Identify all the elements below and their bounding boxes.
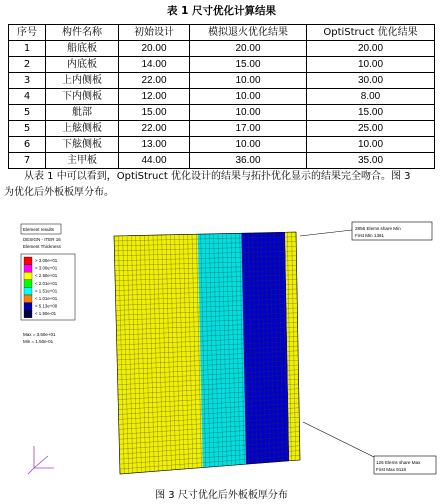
legend-swatch (24, 280, 32, 288)
cell-optistruct: 25.00 (307, 121, 435, 137)
paragraph-line-2: 为优化后外板板厚分布。 (4, 187, 114, 198)
legend-title: Element results (23, 227, 55, 232)
legend-swatch (24, 287, 32, 295)
table-row (9, 153, 435, 169)
shell-model (114, 232, 300, 474)
cell-initial: 44.00 (119, 153, 190, 169)
legend-swatch (24, 303, 32, 311)
cell-sa: 10.00 (190, 73, 307, 89)
cell-optistruct: 30.00 (307, 73, 435, 89)
callout-bottom-leader (303, 422, 374, 457)
cell-sa: 36.00 (190, 153, 307, 169)
callout-bottom-line2: First Max 9118 (376, 467, 407, 472)
table-row (9, 105, 435, 121)
cell-optistruct: 8.00 (307, 89, 435, 105)
table-row (9, 73, 435, 89)
legend-swatch (24, 272, 32, 280)
legend-swatch (24, 257, 32, 265)
table-row (9, 57, 435, 73)
cell-index: 2 (9, 57, 46, 73)
cell-sa: 20.00 (190, 41, 307, 57)
legend-swatch (24, 265, 32, 273)
cell-member: 主甲板 (46, 153, 119, 169)
figure-caption: 图 3 尺寸优化后外板板厚分布 (155, 490, 288, 501)
legend-level-label: < 3.00e+01 (35, 265, 58, 271)
header-sa: 模拟退火优化结果 (190, 25, 307, 41)
cell-index: 5 (9, 121, 46, 137)
legend-level-label: > 3.00e+01 (35, 258, 58, 263)
table-body (9, 41, 435, 169)
legend-level-label: < 2.01e+01 (35, 280, 58, 286)
header-index: 序号 (9, 25, 46, 41)
table-row (9, 121, 435, 137)
cell-index: 7 (9, 153, 46, 169)
callout-top-line2: First Min 1361 (355, 233, 385, 238)
table-caption: 表 1 尺寸优化计算结果 (166, 5, 277, 17)
cell-index: 1 (9, 41, 46, 57)
cell-sa: 10.00 (190, 105, 307, 121)
cell-optistruct: 35.00 (307, 153, 435, 169)
cell-index: 4 (9, 89, 46, 105)
header-optistruct: OptiStruct 优化结果 (307, 25, 435, 41)
cell-sa: 10.00 (190, 137, 307, 153)
contour-plot (20, 212, 438, 482)
cell-member: 下内侧板 (46, 89, 119, 105)
cell-sa: 15.00 (190, 57, 307, 73)
table-row (9, 89, 435, 105)
legend-level-label: < 5.13e+00 (35, 303, 58, 309)
body-paragraph (4, 169, 440, 201)
cell-initial: 22.00 (119, 121, 190, 137)
cell-initial: 13.00 (119, 137, 190, 153)
legend-level-label: < 2.50e+01 (35, 273, 58, 279)
callout-bottom-line1: 126 Elems share Max (376, 460, 421, 465)
results-table (8, 24, 435, 169)
cell-member: 上内侧板 (46, 73, 119, 89)
legend-colorbar (21, 254, 75, 320)
cell-index: 3 (9, 73, 46, 89)
cell-initial: 15.00 (119, 105, 190, 121)
cell-member: 船底板 (46, 41, 119, 57)
cell-member: 下舷侧板 (46, 137, 119, 153)
legend-swatch (24, 295, 32, 303)
cell-optistruct: 15.00 (307, 105, 435, 121)
legend-min: Min = 1.50e-01 (23, 339, 54, 344)
cell-sa: 17.00 (190, 121, 307, 137)
band-blue (241, 232, 289, 464)
paragraph-line-1: 从表 1 中可以看到，OptiStruct 优化设计的结果与拓扑优化显示的结果完全吻合。图 3 (24, 171, 411, 182)
cell-index: 5 (9, 105, 46, 121)
legend-level-label: < 1.51e+01 (35, 288, 58, 294)
header-member: 构件名称 (46, 25, 119, 41)
cell-initial: 12.00 (119, 89, 190, 105)
callout-top-line1: 2856 Elems share Min (355, 226, 401, 231)
axis-triad-icon (28, 446, 54, 474)
legend-header (21, 224, 62, 249)
header-initial: 初始设计 (119, 25, 190, 41)
table-row (9, 137, 435, 153)
cell-optistruct: 10.00 (307, 57, 435, 73)
cell-sa: 10.00 (190, 89, 307, 105)
cell-initial: 20.00 (119, 41, 190, 57)
thickness-contour-figure (20, 212, 438, 482)
cell-optistruct: 20.00 (307, 41, 435, 57)
legend-level-label: < 1.01e+01 (35, 296, 58, 301)
cell-index: 6 (9, 137, 46, 153)
legend-level-label: < 1.50e-01 (35, 311, 57, 317)
cell-initial: 22.00 (119, 73, 190, 89)
cell-member: 舭部 (46, 105, 119, 121)
legend-swatch (24, 310, 32, 318)
cell-initial: 14.00 (119, 57, 190, 73)
legend-subtitle: DESIGN - ITER 16 (23, 237, 61, 242)
table-row (9, 41, 435, 57)
table-header-row (9, 25, 435, 41)
legend-field: Element Thickness (23, 244, 61, 249)
callout-top-leader (300, 230, 352, 236)
band-yellow (114, 234, 203, 474)
legend-max: Max = 3.50e+01 (23, 332, 56, 337)
cell-member: 内底板 (46, 57, 119, 73)
cell-member: 上舷侧板 (46, 121, 119, 137)
cell-optistruct: 10.00 (307, 137, 435, 153)
